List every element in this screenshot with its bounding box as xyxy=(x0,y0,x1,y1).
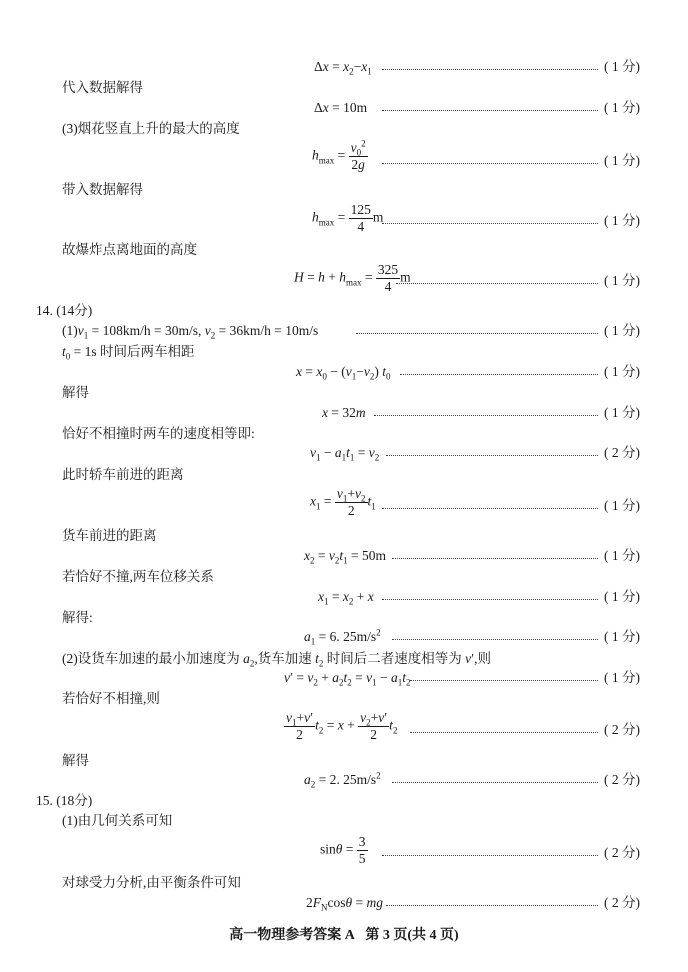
eq-delta-x-value: Δx = 10m xyxy=(314,100,368,115)
den: 4 xyxy=(357,219,365,234)
leader-dots xyxy=(386,454,598,456)
step-text: (1)由几何关系可知 xyxy=(62,813,173,828)
score: ( 1 分) xyxy=(604,589,640,604)
den: 4 xyxy=(384,279,392,294)
leader-dots xyxy=(356,332,598,334)
score: ( 1 分) xyxy=(604,323,640,338)
step-text: 货车前进的距离 xyxy=(62,528,157,543)
leader-dots xyxy=(396,282,598,284)
eq-delta-x-def: $\Delta x = x_2-x_1$ xyxy=(314,59,372,77)
eq-H-value: $H = h + h_{max}$ = $\frac{325}{4}$ m xyxy=(294,262,411,294)
eq-sin-theta: sinθ = $\frac{3}{5}$ xyxy=(320,834,366,866)
step-text: 代入数据解得 xyxy=(62,80,143,95)
eq-x-formula: $x = x_0 - (v_1-v_2)$ $t_0$ xyxy=(296,364,391,382)
page-footer xyxy=(0,924,688,944)
eq-hmax-value: $h_{max}$ = $\frac{125}{4}$ m xyxy=(312,202,384,234)
leader-dots xyxy=(382,598,598,600)
leader-dots xyxy=(410,731,598,733)
footer-title: 高一物理参考答案 A xyxy=(229,928,355,943)
eq-x1-formula: $x_1$ = $\frac{v_1+v_2}{2}$ $t_1$ xyxy=(310,486,376,518)
score: ( 1 分) xyxy=(604,670,640,685)
score: ( 1 分) xyxy=(604,364,640,379)
leader-dots xyxy=(382,854,598,856)
score: ( 1 分) xyxy=(604,498,640,513)
eq-a1-value: $a_1 = 6$. $25m/s^2$ xyxy=(304,627,381,647)
leader-dots xyxy=(382,507,598,509)
num: 325 xyxy=(377,262,399,277)
eq-v-prime: $v' = v_2 + a_2t_2 = v_1 - a_1t_2$ xyxy=(284,670,411,688)
step-text: 解得 xyxy=(62,385,89,400)
step-text: 解得: xyxy=(62,610,93,625)
score: ( 1 分) xyxy=(604,100,640,115)
leader-dots xyxy=(392,638,598,640)
score: ( 1 分) xyxy=(604,59,640,74)
score: ( 2 分) xyxy=(604,895,640,910)
leader-dots xyxy=(382,222,598,224)
score: ( 1 分) xyxy=(604,629,640,644)
score: ( 1 分) xyxy=(604,548,640,563)
eq-displacement: $x_1 = x_2 + x$ xyxy=(318,589,374,607)
step-text: 恰好不相撞时两车的速度相等即: xyxy=(62,426,255,441)
score: ( 1 分) xyxy=(604,153,640,168)
step-text: 若恰好不撞,两车位移关系 xyxy=(62,569,214,584)
eq-x2-value: $x_2 = v_2t_1 = 50m$ xyxy=(304,548,387,566)
leader-dots xyxy=(386,904,598,906)
step-text: 故爆炸点离地面的高度 xyxy=(62,242,197,257)
step-text: (3)烟花竖直上升的最大的高度 xyxy=(62,121,240,136)
score: ( 2 分) xyxy=(604,845,640,860)
step-text: 解得 xyxy=(62,753,89,768)
num: 3 xyxy=(358,834,366,849)
footer-page: 第 3 页(共 4 页) xyxy=(365,928,459,943)
value: 10m xyxy=(343,100,368,115)
question-14-header: 14. (14分) xyxy=(36,303,93,318)
step-text: 带入数据解得 xyxy=(62,182,143,197)
score: ( 2 分) xyxy=(604,722,640,737)
eq-force-balance: $2F_N\cos\theta$ = mg xyxy=(306,895,384,913)
question-15-header: 15. (18分) xyxy=(36,793,93,808)
eq-a2-value: $a_2 = 2$. $25m/s^2$ xyxy=(304,770,381,790)
leader-dots xyxy=(382,162,598,164)
leader-dots xyxy=(382,68,598,70)
num: 125 xyxy=(350,202,371,217)
leader-dots xyxy=(392,557,598,559)
eq-velocity-equal: $v_1 - a_1t_1 = v_2$ xyxy=(310,445,380,463)
score: ( 1 分) xyxy=(604,213,640,228)
step-text: (2)设货车加速的最小加速度为 $a_2$,货车加速 $t_2$ 时间后二者速度相等为 v′,则 xyxy=(62,651,491,669)
leader-dots xyxy=(400,373,598,375)
score: ( 1 分) xyxy=(604,273,640,288)
leader-dots xyxy=(374,414,598,416)
eq-x-value: x = 32m xyxy=(322,405,366,420)
score: ( 2 分) xyxy=(604,772,640,787)
score: ( 1 分) xyxy=(604,405,640,420)
step-text: 此时轿车前进的距离 xyxy=(62,467,184,482)
den: 5 xyxy=(358,851,366,866)
step-text: $t_0 = 1s$ 时间后两车相距 xyxy=(62,344,195,362)
step-text: 若恰好不相撞,则 xyxy=(62,691,160,706)
leader-dots xyxy=(410,679,598,681)
step-text: $(1)v_1 = 108km/h = 30m/s$, $v_2 = 36km/h = 10m/s$ xyxy=(62,323,319,341)
score: ( 2 分) xyxy=(604,445,640,460)
eq-hmax-formula: $h_{max}$ = $\frac{v_0^2}{2g}$ xyxy=(312,138,366,172)
leader-dots xyxy=(382,109,598,111)
leader-dots xyxy=(392,781,598,783)
step-text: 对球受力分析,由平衡条件可知 xyxy=(62,875,241,890)
eq-no-collision: $\frac{v_1+v'}{2}$ $t_2 = x$ + $\frac{v_2+v'}{2}$ $t_2$ xyxy=(286,710,398,742)
